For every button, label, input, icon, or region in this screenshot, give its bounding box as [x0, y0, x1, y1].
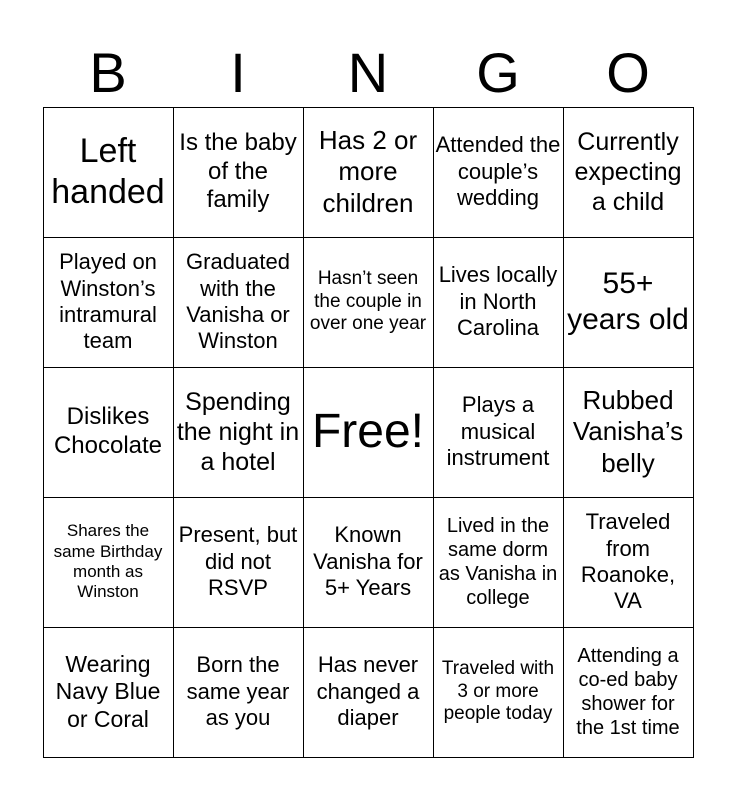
cell-text: Born the same year as you	[186, 652, 290, 731]
bingo-cell[interactable]	[303, 627, 434, 758]
header-letter-b: B	[89, 41, 127, 104]
bingo-cell[interactable]	[43, 367, 174, 498]
free-space-cell[interactable]	[303, 367, 434, 498]
cell-text: Present, but did not RSVP	[178, 522, 298, 601]
cell-text: Lived in the same dorm as Vanisha in college	[438, 515, 558, 609]
bingo-cell[interactable]	[173, 107, 304, 238]
bingo-cell[interactable]	[563, 627, 694, 758]
bingo-cell[interactable]	[563, 497, 694, 628]
header-letter-g: G	[476, 41, 520, 104]
bingo-header	[43, 40, 693, 106]
bingo-cell[interactable]	[563, 107, 694, 238]
bingo-cell[interactable]	[43, 497, 174, 628]
cell-text: Hasn’t seen the couple in over one year	[309, 267, 427, 335]
cell-text: Free!	[311, 405, 425, 459]
bingo-cell[interactable]	[433, 627, 564, 758]
bingo-cell[interactable]	[433, 107, 564, 238]
cell-text: Plays a musical instrument	[446, 392, 550, 471]
bingo-cell[interactable]	[433, 367, 564, 498]
cell-text: 55+ years old	[567, 267, 689, 336]
bingo-cell[interactable]	[433, 237, 564, 368]
cell-text: Rubbed Vanisha’s belly	[572, 385, 684, 478]
cell-text: Wearing Navy Blue or Coral	[55, 650, 161, 732]
cell-text: Traveled from Roanoke, VA	[580, 509, 676, 614]
cell-text: Shares the same Birthday month as Winston	[53, 521, 163, 602]
bingo-cell[interactable]	[173, 497, 304, 628]
cell-text: Dislikes Chocolate	[53, 403, 163, 459]
bingo-board	[43, 107, 693, 757]
bingo-cell[interactable]	[173, 367, 304, 498]
bingo-cell[interactable]	[303, 107, 434, 238]
header-letter-n: N	[347, 41, 389, 104]
bingo-cell[interactable]	[43, 237, 174, 368]
cell-text: Graduated with the Vanisha or Winston	[186, 249, 290, 354]
bingo-cell[interactable]	[43, 627, 174, 758]
header-letter-o: O	[606, 41, 650, 104]
bingo-cell[interactable]	[433, 497, 564, 628]
cell-text: Left handed	[51, 132, 165, 211]
bingo-cell[interactable]	[303, 237, 434, 368]
cell-text: Attending a co-ed baby shower for the 1st time	[576, 645, 680, 739]
cell-text: Has 2 or more children	[318, 125, 418, 218]
cell-text: Attended the couple’s wedding	[435, 132, 561, 211]
cell-text: Is the baby of the family	[179, 128, 297, 214]
cell-text: Played on Winston’s intramural team	[59, 249, 157, 354]
bingo-cell[interactable]	[563, 367, 694, 498]
cell-text: Lives locally in North Carolina	[438, 262, 558, 341]
cell-text: Known Vanisha for 5+ Years	[313, 522, 423, 601]
bingo-cell[interactable]	[303, 497, 434, 628]
bingo-cell[interactable]	[563, 237, 694, 368]
bingo-cell[interactable]	[173, 237, 304, 368]
bingo-cell[interactable]	[43, 107, 174, 238]
cell-text: Traveled with 3 or more people today	[441, 657, 555, 725]
cell-text: Has never changed a diaper	[316, 652, 420, 731]
header-letter-i: I	[230, 41, 246, 104]
cell-text: Spending the night in a hotel	[176, 388, 300, 476]
bingo-cell[interactable]	[173, 627, 304, 758]
cell-text: Currently expecting a child	[574, 128, 682, 216]
